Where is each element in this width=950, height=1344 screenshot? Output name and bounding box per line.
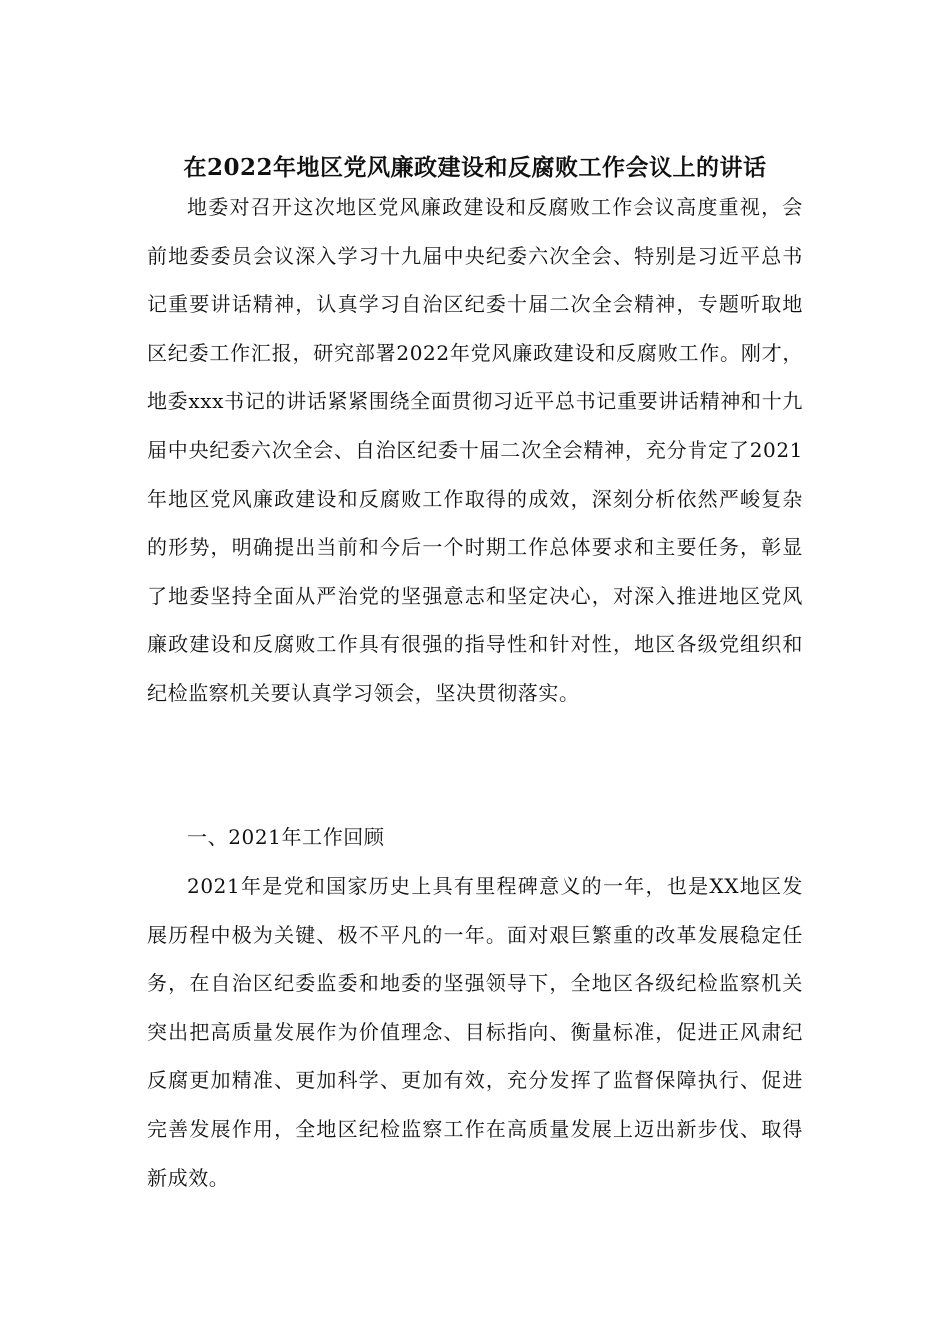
- section-heading-review: 一、2021年工作回顾: [187, 825, 385, 849]
- paragraph-opening: 地委对召开这次地区党风廉政建设和反腐败工作会议高度重视，会前地委委员会议深入学习十九届中央纪委六次全会、特别是习近平总书记重要讲话精神，认真学习自治区纪委十届二次全会精神，专题听取地区纪委工作汇报，研究部署2022年党风廉政建设和反腐败工作。刚才，地委xxx书记的讲话紧紧围绕全面贯彻习近平总书记重要讲话精神和十九届中央纪委六次全会、自治区纪委十届二次全会精神，充分肯定了2021年地区党风廉政建设和反腐败工作取得的成效，深刻分析依然严峻复杂的形势，明确提出当前和今后一个时期工作总体要求和主要任务，彰显了地委坚持全面从严治党的坚强意志和坚定决心，对深入推进地区党风廉政建设和反腐败工作具有很强的指导性和针对性，地区各级党组织和纪检监察机关要认真学习领会，坚决贯彻落实。: [147, 195, 803, 705]
- paragraph-review: 2021年是党和国家历史上具有里程碑意义的一年，也是XX地区发展历程中极为关键、极不平凡的一年。面对艰巨繁重的改革发展稳定任务，在自治区纪委监委和地委的坚强领导下，全地区各级纪检监察机关突出把高质量发展作为价值理念、目标指向、衡量标准，促进正风肃纪反腐更加精准、更加科学、更加有效，充分发挥了监督保障执行、促进完善发展作用，全地区纪检监察工作在高质量发展上迈出新步伐、取得新成效。: [147, 874, 803, 1190]
- document-title: 在2022年地区党风廉政建设和反腐败工作会议上的讲话: [183, 154, 767, 181]
